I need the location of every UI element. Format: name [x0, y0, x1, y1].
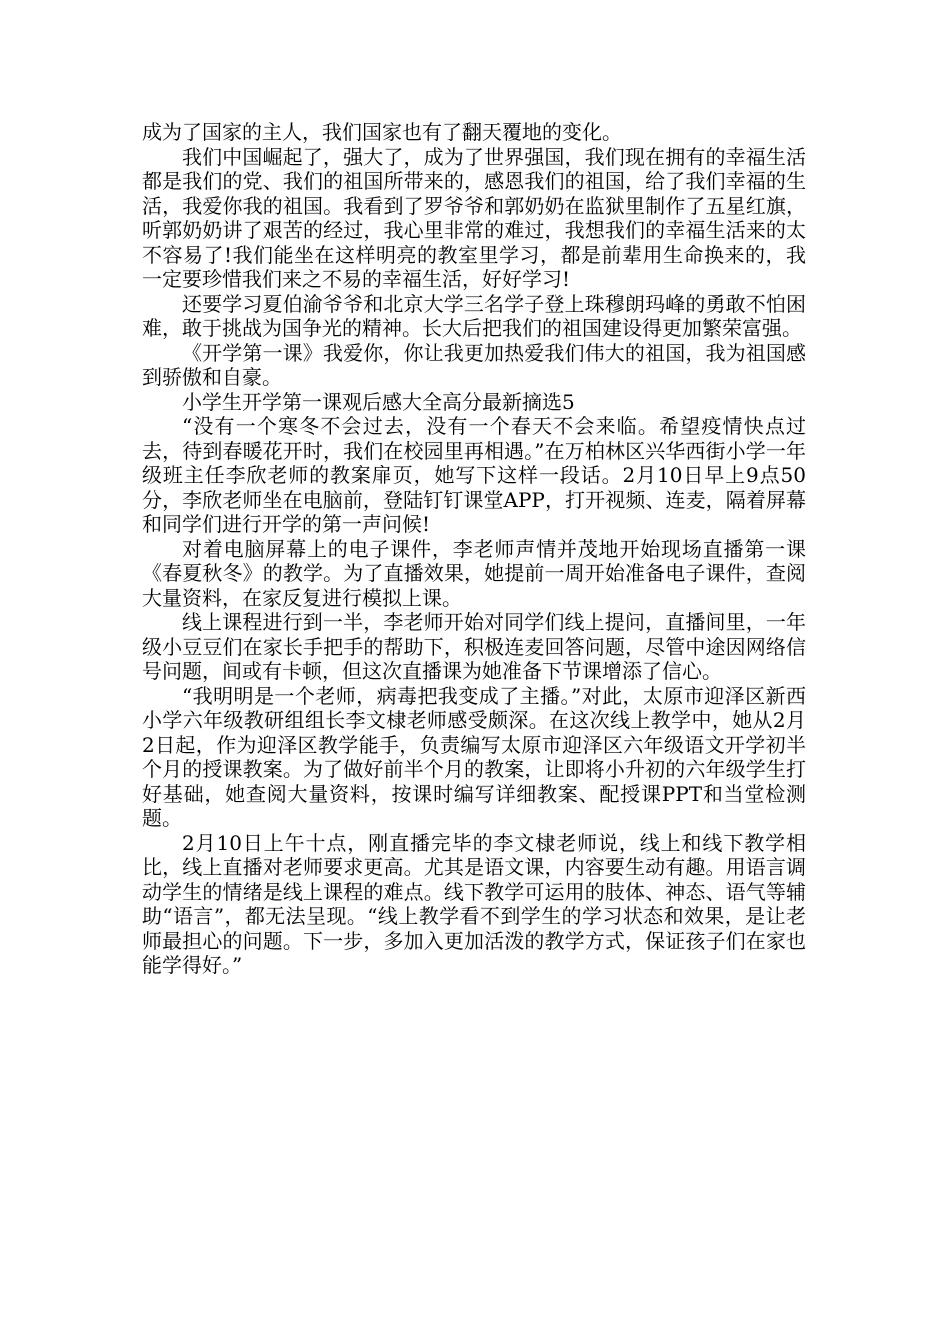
paragraph-4: 《开学第一课》我爱你，你让我更加热爱我们伟大的祖国，我为祖国感到骄傲和自豪。	[142, 340, 806, 389]
section-heading: 小学生开学第一课观后感大全高分最新摘选5	[182, 389, 575, 414]
paragraph-6: 对着电脑屏幕上的电子课件，李老师声情并茂地开始现场直播第一课《春夏秋冬》的教学。为了直播效果，她提前一周开始准备电子课件，查阅大量资料，在家反复进行模拟上课。	[142, 536, 806, 610]
paragraph-2: 我们中国崛起了，强大了，成为了世界强国，我们现在拥有的幸福生活都是我们的党、我们的祖国所带来的，感恩我们的祖国，给了我们幸福的生活，我爱你我的祖国。我看到了罗爷爷和郭奶奶在监狱里制作了五星红旗，听郭奶奶讲了艰苦的经过，我心里非常的难过，我想我们的幸福生活来的太不容易了!我们能坐在这样明亮的教室里学习，都是前辈用生命换来的，我一定要珍惜我们来之不易的幸福生活，好好学习!	[142, 144, 806, 291]
paragraph-8: “我明明是一个老师，病毒把我变成了主播。”对此，太原市迎泽区新西小学六年级教研组组长李文棣老师感受颇深。在这次线上教学中，她从2月2日起，作为迎泽区教学能手，负责编写太原市迎泽区六年级语文开学初半个月的授课教案。为了做好前半个月的教案，让即将小升初的六年级学生打好基础，她查阅大量资料，按课时编写详细教案、配授课PPT和当堂检测题。	[142, 683, 806, 830]
paragraph-1: 成为了国家的主人，我们国家也有了翻天覆地的变化。	[142, 120, 622, 144]
paragraph-5: “没有一个寒冬不会过去，没有一个春天不会来临。希望疫情快点过去，待到春暖花开时，我们在校园里再相遇。”在万柏林区兴华西街小学一年级班主任李欣老师的教案扉页，她写下这样一段话。2月10日早上9点50分，李欣老师坐在电脑前，登陆钉钉课堂APP，打开视频、连麦，隔着屏幕和同学们进行开学的第一声问候!	[142, 414, 806, 536]
paragraph-3: 还要学习夏伯渝爷爷和北京大学三名学子登上珠穆朗玛峰的勇敢不怕困难，敢于挑战为国争光的精神。长大后把我们的祖国建设得更加繁荣富强。	[142, 291, 806, 340]
paragraph-9: 2月10日上午十点，刚直播完毕的李文棣老师说，线上和线下教学相比，线上直播对老师要求更高。尤其是语文课，内容要生动有趣。用语言调动学生的情绪是线上课程的难点。线下教学可运用的肢体、神态、语气等辅助“语言”，都无法呈现。“线上教学看不到学生的学习状态和效果，是让老师最担心的问题。下一步，多加入更加活泼的教学方式，保证孩子们在家也能学得好。”	[142, 830, 806, 977]
paragraph-7: 线上课程进行到一半，李老师开始对同学们线上提问，直播间里，一年级小豆豆们在家长手把手的帮助下，积极连麦回答问题，尽管中途因网络信号问题，间或有卡顿，但这次直播课为她准备下节课增添了信心。	[142, 610, 806, 683]
document-page	[142, 120, 806, 978]
